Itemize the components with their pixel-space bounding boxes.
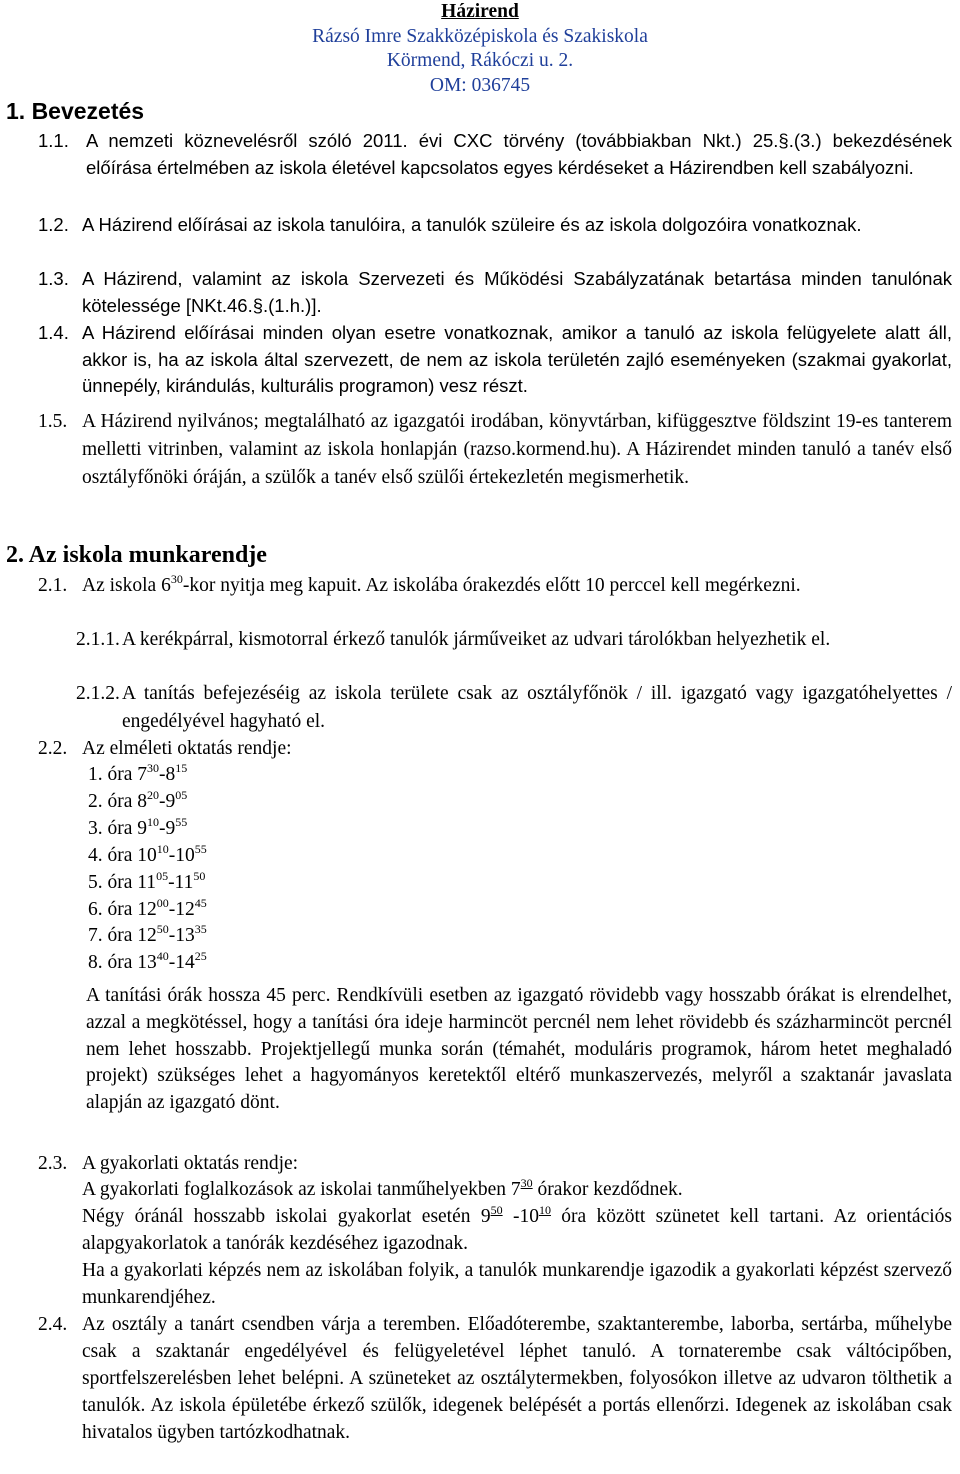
paragraph-1-5: [82, 408, 952, 492]
time-superscript: 55: [194, 841, 207, 856]
paragraph-2-2-text: [86, 983, 952, 1117]
document-header: [0, 0, 960, 98]
schedule-text: -10: [168, 844, 195, 866]
schedule-row: [88, 923, 207, 949]
practical-break-paragraph: [82, 1203, 952, 1257]
time-superscript: 45: [194, 895, 207, 910]
schedule-text: 4. óra: [88, 844, 138, 866]
schedule-text: 2. óra: [88, 790, 138, 812]
paragraph-text: A Házirend előírásai minden olyan esetre vonatkoznak, amikor a tanuló az iskola felügyelete alatt áll, akkor is, ha az iskola által szervezett, de nem az iskola területén zajló eseményeken (szakmai gyakorlat, ünnepély, kirándulás, kulturális programon) vesz részt.: [82, 322, 952, 396]
time-superscript: 25: [194, 949, 207, 964]
paragraph-2-1-2: [122, 680, 952, 736]
schedule-text: -12: [168, 898, 195, 920]
time-superscript: 15: [175, 761, 188, 775]
time-superscript: 35: [194, 922, 207, 937]
paragraph-text: Négy óránál hosszabb iskolai gyakorlat esetén 9: [82, 1206, 491, 1227]
schedule-row: [88, 762, 187, 788]
time-superscript: 05: [156, 868, 169, 883]
paragraph-number: 2.1.2.: [76, 683, 120, 704]
paragraph-text: A tanítási órák hossza 45 perc. Rendkívüli esetben az igazgató rövidebb vagy hosszabb órákat is elrendelhet, azzal a megkötéssel, hogy a tanítási óra ideje harmincöt percnél nem lehet rövidebb és százharmincöt percnél nem lehet hosszabb. Projektjellegű munka során (témahét, moduláris programok, három hetet meghaladó projekt) szükséges lehet a hagyományos keretektől eltérő munkaszervezés, melyről a szaktanár javaslata alapján az igazgató dönt.: [86, 985, 952, 1114]
schedule-text: 8. óra: [88, 952, 138, 974]
practical-start-line: [82, 1177, 683, 1203]
time-superscript: 10: [538, 1203, 551, 1217]
schedule-row: [88, 950, 207, 976]
paragraph-text: Ha a gyakorlati képzés nem az iskolában folyik, a tanulók munkarendje igazodik a gyakorlati képzést szervező munkarendjéhez.: [82, 1260, 952, 1308]
paragraph-text: A gyakorlati foglalkozások az iskolai tanműhelyekben 7: [82, 1179, 521, 1200]
schedule-text: 1. óra: [88, 764, 138, 785]
paragraph-text: órakor kezdődnek.: [532, 1179, 683, 1200]
time-superscript: 30: [170, 572, 183, 586]
time-superscript: 30: [147, 761, 160, 775]
schedule-text: 11: [137, 871, 157, 893]
paragraph-1-4: [82, 320, 952, 400]
schedule-row: [88, 843, 207, 869]
time-superscript: 05: [175, 787, 188, 802]
schedule-row: [88, 870, 205, 896]
paragraph-text: Az iskola 6: [82, 575, 171, 596]
schedule-text: 5. óra: [88, 871, 138, 893]
paragraph-2-1-1: [122, 626, 952, 654]
schedule-text: -8: [159, 764, 176, 785]
paragraph-text: óra között szünetet kell tartani. Az orientációs alapgyakorlatok a tanórák kezdéséhez igazodnak.: [82, 1206, 952, 1254]
schedule-text: 10: [137, 844, 157, 866]
paragraph-1-3: [82, 266, 952, 319]
time-superscript: 30: [520, 1176, 533, 1190]
paragraph-text: A Házirend nyilvános; megtalálható az igazgatói irodában, könyvtárban, kifüggesztve földszint 19-es tanterem melletti vitrinben, valamint az iskola honlapján (razso.kormend.hu). A Házirendet minden tanuló a tanév első osztályfőnöki óráján, a szülők a tanév első szülői értekezletén megismerhetik.: [82, 411, 952, 488]
paragraph-text: A Házirend előírásai az iskola tanulóira, a tanulók szüleire és az iskola dolgozóira vonatkoznak.: [82, 214, 862, 235]
schedule-row: [88, 816, 187, 842]
time-superscript: 50: [156, 922, 169, 937]
paragraph-text: -kor nyitja meg kapuit. Az iskolába órakezdés előtt 10 perccel kell megérkezni.: [182, 575, 801, 596]
schedule-text: 13: [137, 952, 157, 974]
paragraph-number: 1.4.: [38, 322, 69, 343]
schedule-text: 3. óra: [88, 817, 138, 839]
paragraph-text: A kerékpárral, kismotorral érkező tanulók járműveiket az udvari tárolókban helyezhetik el.: [122, 629, 831, 650]
schedule-text: 7. óra: [88, 925, 138, 947]
practical-external-paragraph: [82, 1257, 952, 1311]
paragraph-number: 1.3.: [38, 268, 69, 289]
time-superscript: 50: [193, 868, 206, 883]
schedule-text: 7: [137, 764, 148, 785]
paragraph-number: 1.5.: [38, 411, 68, 432]
paragraph-number: 2.1.: [38, 575, 68, 596]
time-superscript: 50: [490, 1203, 503, 1217]
paragraph-2-1: [82, 572, 952, 600]
schedule-text: -13: [168, 925, 195, 947]
paragraph-number: 2.1.1.: [76, 629, 120, 650]
schedule-text: -9: [159, 817, 176, 839]
section-heading-2: 2. Az iskola munkarendje: [6, 542, 267, 568]
schedule-text: -11: [168, 871, 194, 893]
time-superscript: 10: [147, 814, 160, 829]
school-address: Körmend, Rákóczi u. 2.: [386, 50, 574, 71]
time-superscript: 10: [156, 841, 169, 856]
paragraph-number: 2.4.: [38, 1314, 68, 1335]
time-superscript: 20: [147, 787, 160, 802]
schedule-row: [88, 897, 207, 923]
schedule-title: Az elméleti oktatás rendje:: [82, 738, 292, 759]
document-title: Házirend: [441, 1, 519, 22]
schedule-text: 6. óra: [88, 898, 138, 920]
practical-title: A gyakorlati oktatás rendje:: [82, 1153, 299, 1174]
schedule-text: 9: [137, 817, 148, 839]
paragraph-text: -10: [502, 1206, 539, 1227]
paragraph-number: 2.3.: [38, 1153, 68, 1174]
paragraph-number: 2.2.: [38, 738, 68, 759]
paragraph-2-4: [82, 1311, 952, 1446]
time-superscript: 40: [156, 949, 169, 964]
school-name: Rázsó Imre Szakközépiskola és Szakiskola: [312, 25, 648, 47]
schedule-text: -14: [168, 952, 195, 974]
paragraph-number: 1.2.: [38, 214, 69, 235]
time-superscript: 00: [156, 895, 169, 910]
paragraph-1-1: [86, 128, 952, 181]
schedule-row: [88, 789, 187, 815]
paragraph-text: Az osztály a tanárt csendben várja a teremben. Előadóterembe, szaktanterembe, laborba, sertárba, műhelybe csak a szaktanár engedélyével és felügyeletével léphet tanuló. A tornaterembe csak váltócipőben, sportfelszerelésben lehet belépni. A szüneteket az osztálytermekben, folyosókon illetve az udvaron tölthetik a tanulók. Az iskola épületébe érkező szülők, idegenek belépését a portás ellenőrzi. Idegenek az iskolában csak hivatalos ügyben tartózkodhatnak.: [82, 1314, 952, 1443]
time-superscript: 55: [175, 814, 188, 829]
paragraph-text: A Házirend, valamint az iskola Szervezeti és Működési Szabályzatának betartása minden tanulónak kötelessége [NKt.46.§.(1.h.)].: [82, 268, 952, 316]
schedule-text: 12: [137, 925, 157, 947]
schedule-text: -9: [159, 790, 176, 812]
section-heading-1: 1. Bevezetés: [6, 98, 145, 124]
schedule-text: 8: [137, 790, 148, 812]
paragraph-text: A tanítás befejezéséig az iskola területe csak az osztályfőnök / ill. igazgató vagy igazgatóhelyettes / engedélyével hagyható el.: [122, 683, 952, 732]
paragraph-text: A nemzeti köznevelésről szóló 2011. évi CXC törvény (továbbiakban Nkt.) 25.§.(3.) bekezdésének előírása értelmében az iskola életével kapcsolatos egyes kérdéseket a Házirendben kell szabályozni.: [86, 130, 952, 178]
paragraph-number: 1.1.: [38, 130, 69, 151]
paragraph-1-2: [82, 212, 952, 239]
schedule-text: 12: [137, 898, 157, 920]
om-identifier: OM: 036745: [429, 74, 531, 96]
